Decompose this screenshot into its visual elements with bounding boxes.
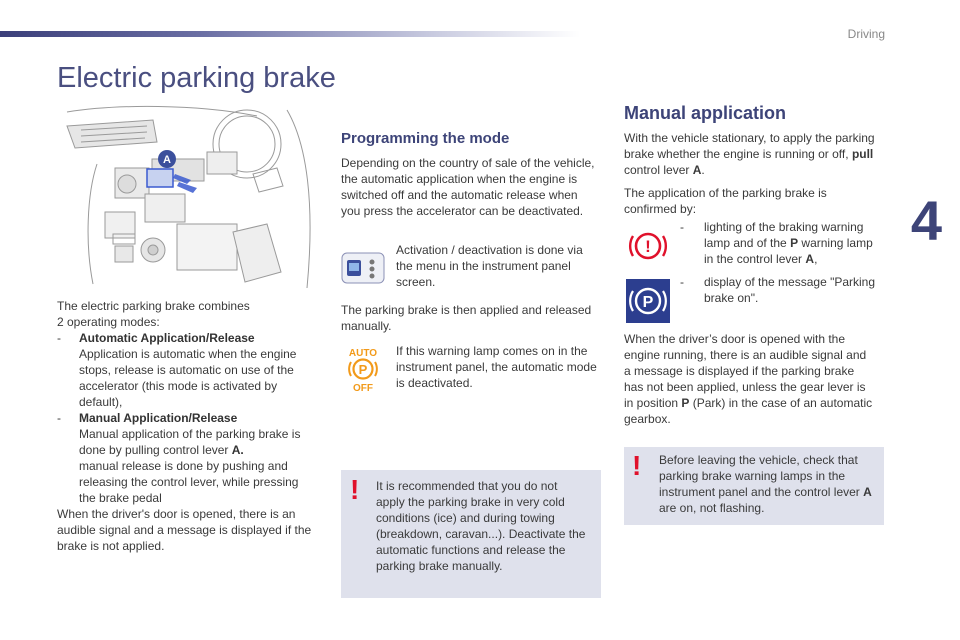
emphasis: P: [681, 396, 690, 410]
text-line: gearbox.: [624, 412, 671, 426]
text-line: manually.: [341, 319, 392, 333]
mode-title: Automatic Application/Release: [79, 331, 255, 345]
text-line: Before leaving the vehicle, check that: [659, 453, 858, 467]
text-line: (breakdown, caravan...). Deactivate the: [376, 527, 586, 541]
manual-paragraph-2: [624, 185, 886, 217]
text-line: in the control lever A,: [704, 252, 818, 266]
outro-line: brake is not applied.: [57, 539, 165, 553]
confirm-bullet-1: [680, 219, 886, 267]
programming-heading: Programming the mode: [341, 130, 510, 147]
text-line: brake on".: [704, 291, 759, 305]
text-fragment: in position: [624, 396, 682, 410]
text-line: When the driver’s door is opened with the: [624, 332, 846, 346]
activation-note: [396, 242, 596, 290]
text-line: engine running, there is an audible signal and: [624, 348, 867, 362]
text-line: Depending on the country of sale of the vehicle,: [341, 156, 595, 170]
left-column: [57, 298, 322, 554]
text-line: The application of the parking brake is: [624, 186, 827, 200]
parking-lamp-glyph: P: [642, 294, 654, 311]
text-line: a message is displayed if the parking brake: [624, 364, 855, 378]
text-fragment: done by pulling control lever: [79, 443, 232, 457]
then-paragraph: [341, 302, 603, 334]
confirm-bullet-2: [680, 274, 886, 306]
text-line: Activation / deactivation is done via: [396, 243, 583, 257]
intro-line: The electric parking brake combines: [57, 299, 250, 313]
manual-paragraph-1: [624, 130, 886, 178]
text-line: manual release is done by pushing and: [79, 459, 288, 473]
auto-icon-top: AUTO: [348, 348, 378, 359]
text-line: switched off and the automatic release when: [341, 188, 578, 202]
text-fragment: control lever: [624, 163, 693, 177]
text-line: is deactivated.: [396, 376, 473, 390]
dashboard-illustration: [57, 104, 319, 288]
manual-paragraph-3: [624, 331, 886, 427]
text-line: apply the parking brake in very cold: [376, 495, 565, 509]
text-line: stops, release is automatic on use of the: [79, 363, 294, 377]
text-line: The parking brake is then applied and released: [341, 303, 592, 317]
text-line: has not been applied, unless the gear lever is: [624, 380, 866, 394]
text-line: releasing the control lever, while pressing: [79, 475, 299, 489]
text-line: lighting of the braking warning: [704, 220, 864, 234]
text-fragment: instrument panel and the control lever: [659, 485, 864, 499]
auto-icon-bottom: OFF: [353, 383, 373, 393]
brake-warning-lamp-icon: [626, 224, 670, 268]
dash: -: [57, 411, 61, 425]
text-line: Application is automatic when the engine: [79, 347, 297, 361]
text-line: the automatic application when the engine is: [341, 172, 578, 186]
lever-ref: A: [692, 163, 702, 177]
text-line: With the vehicle stationary, to apply the parking: [624, 131, 875, 145]
header-bar: [0, 31, 580, 37]
brake-lamp-glyph: !: [645, 237, 651, 256]
text-line: Manual application of the parking brake is: [79, 427, 301, 441]
text-fragment: in the control lever: [704, 252, 806, 266]
programming-paragraph: [341, 155, 603, 219]
text-line: [79, 442, 322, 458]
warning-exclamation-icon: !: [350, 474, 360, 505]
lever-ref: A.: [231, 443, 244, 457]
lamp-note: [396, 343, 606, 391]
section-label: Driving: [847, 27, 885, 41]
text-line: the menu in the instrument panel: [396, 259, 571, 273]
text-line: [624, 395, 886, 411]
text-line: [659, 484, 883, 500]
lever-ref: A: [863, 485, 872, 499]
text-fragment: lamp and of the: [704, 236, 791, 250]
emphasis: P: [790, 236, 799, 250]
text-line: you press the accelerator can be deactivated.: [341, 204, 584, 218]
lever-ref: A: [805, 252, 815, 266]
dash: -: [680, 275, 684, 289]
text-line: default),: [79, 395, 123, 409]
mode-title: Manual Application/Release: [79, 411, 238, 425]
parking-brake-lamp-icon: [626, 279, 670, 323]
text-fragment: (Park) in the case of an automatic: [689, 396, 873, 410]
instrument-panel-icon: [341, 252, 385, 284]
text-line: accelerator (this mode is activated by: [79, 379, 278, 393]
chapter-number: 4: [910, 189, 942, 252]
dash: -: [57, 331, 61, 345]
mode-item-automatic: [57, 330, 322, 410]
intro-line: 2 operating modes:: [57, 315, 160, 329]
text-line: display of the message "Parking: [704, 275, 876, 289]
leaving-vehicle-warning-text: [659, 452, 883, 516]
auto-icon-mid: P: [358, 362, 368, 377]
text-line: control lever A.: [624, 163, 705, 177]
text-line: automatic functions and release the: [376, 543, 566, 557]
text-line: parking brake manually.: [376, 559, 503, 573]
cold-weather-warning-text: [376, 478, 598, 574]
text-line: are on, not flashing.: [659, 501, 765, 515]
mode-item-manual: [57, 410, 322, 506]
text-line: If this warning lamp comes on in the: [396, 344, 588, 358]
manual-heading: Manual application: [624, 103, 787, 123]
dash: -: [680, 220, 684, 234]
warning-exclamation-icon: !: [632, 450, 642, 481]
outro-line: audible signal and a message is displayed if the: [57, 523, 312, 537]
text-line: It is recommended that you do not: [376, 479, 558, 493]
auto-off-warning-lamp-icon: [345, 345, 381, 393]
page-title: Electric parking brake: [57, 62, 336, 94]
text-fragment: warning lamp: [798, 236, 873, 250]
text-line: instrument panel, the automatic mode: [396, 360, 597, 374]
text-line: parking brake warning lamps in the: [659, 469, 846, 483]
text-line: conditions (ice) and during towing: [376, 511, 555, 525]
text-line: screen.: [396, 275, 436, 289]
emphasis: pull: [851, 147, 874, 161]
outro-line: When the driver's door is opened, there is an: [57, 507, 296, 521]
text-line: [680, 235, 886, 251]
text-line: the brake pedal: [79, 491, 162, 505]
text-line: [624, 146, 886, 162]
text-line: confirmed by:: [624, 202, 697, 216]
lever-a-marker: A: [163, 154, 171, 166]
text-fragment: brake whether the engine is running or off,: [624, 147, 852, 161]
